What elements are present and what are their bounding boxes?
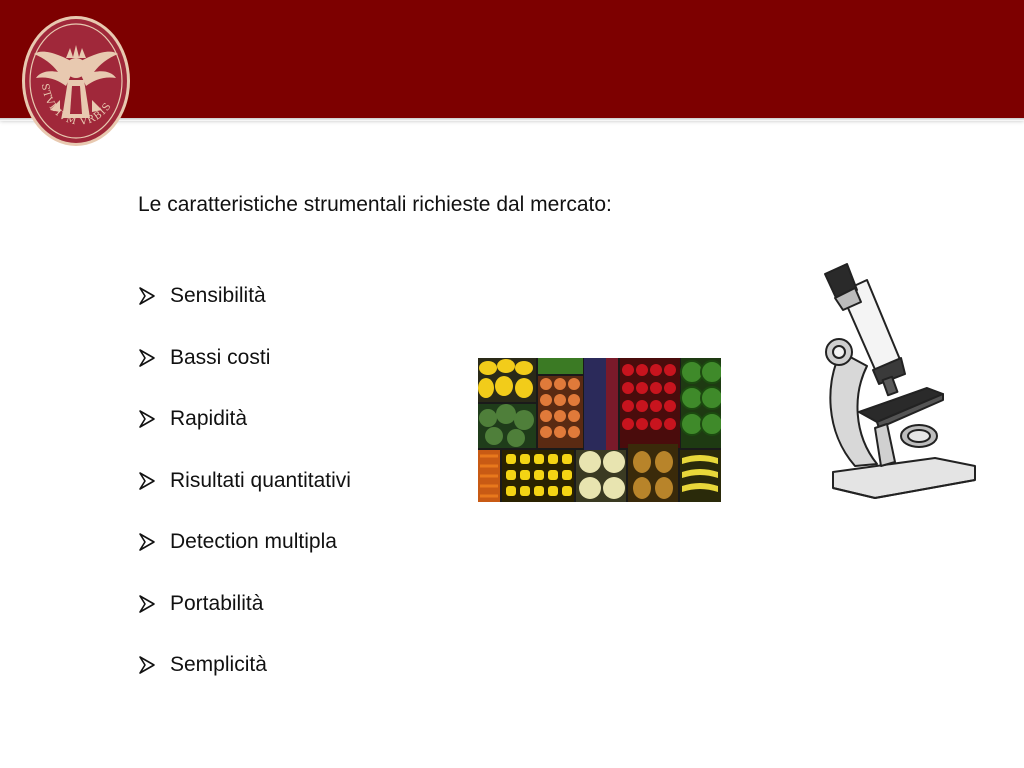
list-item-label: Bassi costi xyxy=(170,345,271,369)
slide-heading: Le caratteristiche strumentali richieste dal mercato: xyxy=(138,193,612,216)
arrowhead-bullet-icon xyxy=(138,531,156,553)
list-item-label: Detection multipla xyxy=(170,530,337,553)
arrowhead-bullet-icon xyxy=(138,347,156,369)
list-item xyxy=(138,469,351,531)
arrowhead-bullet-icon xyxy=(138,285,156,307)
list-item xyxy=(138,346,351,408)
fruit-vegetable-market-image xyxy=(478,358,721,502)
list-item xyxy=(138,407,351,469)
university-seal-icon xyxy=(20,14,132,148)
arrowhead-bullet-icon xyxy=(138,654,156,676)
list-item-label: Sensibilità xyxy=(170,284,266,307)
microscope-icon xyxy=(815,262,980,507)
header-bar xyxy=(0,0,1024,118)
arrowhead-bullet-icon xyxy=(138,408,156,430)
list-item xyxy=(138,530,351,592)
arrowhead-bullet-icon xyxy=(138,470,156,492)
list-item xyxy=(138,284,351,346)
list-item xyxy=(138,653,351,715)
list-item-label: Rapidità xyxy=(170,407,248,430)
list-item xyxy=(138,592,351,654)
list-item-label: Risultati quantitativi xyxy=(170,468,351,492)
header-shadow xyxy=(0,118,1024,121)
feature-list xyxy=(138,284,351,715)
seal-inscription: STVDIVM VRBIS xyxy=(38,82,114,128)
list-item-label: Portabilità xyxy=(170,591,264,615)
arrowhead-bullet-icon xyxy=(138,593,156,615)
list-item-label: Semplicità xyxy=(170,653,267,676)
